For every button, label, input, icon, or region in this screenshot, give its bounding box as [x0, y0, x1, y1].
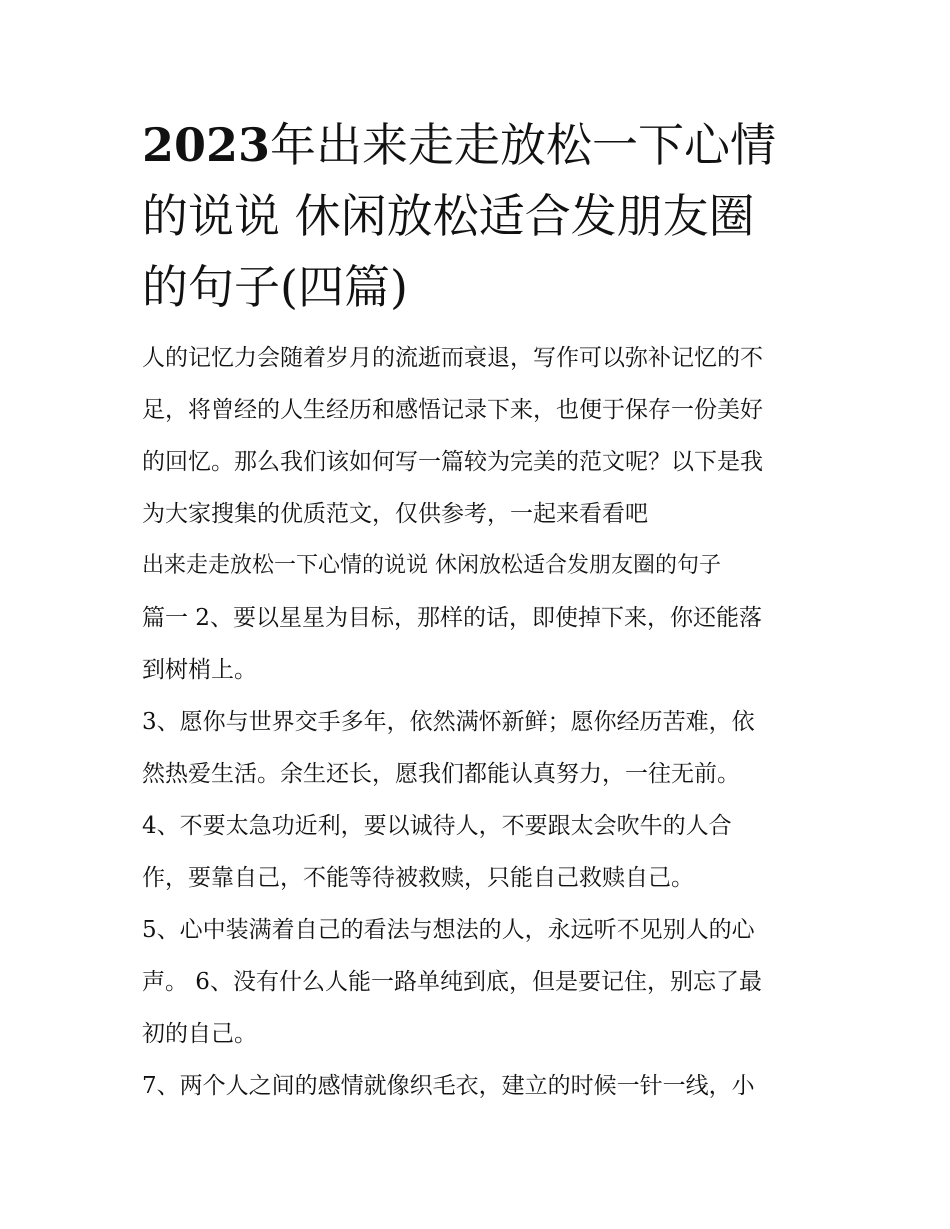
paragraph-line: 为大家搜集的优质范文，仅供参考，一起来看看吧 [142, 501, 648, 527]
paragraph-line: 声。 6、没有什么人能一路单纯到底，但是要记住，别忘了最 [142, 969, 762, 995]
paragraph-line: 初的自己。 [142, 1021, 257, 1047]
paragraph-line: 人的记忆力会随着岁月的流逝而衰退，写作可以弥补记忆的不 [142, 345, 763, 371]
title-line-3: 的句子(四篇) [142, 260, 408, 314]
document-title [142, 110, 822, 323]
document-body [142, 332, 822, 1112]
title-year: 2023 [142, 118, 271, 172]
title-line-1-rest: 年出来走走放松一下心情 [270, 118, 777, 172]
document-page [142, 110, 822, 1112]
paragraph-line: 到树梢上。 [142, 657, 257, 683]
paragraph-line: 然热爱生活。余生还长，愿我们都能认真努力，一往无前。 [142, 761, 740, 787]
paragraph-line: 4、不要太急功近利，要以诚待人，不要跟太会吹牛的人合 [142, 813, 732, 839]
title-line-2: 的说说 休闲放松适合发朋友圈 [142, 189, 755, 243]
paragraph-line: 作，要靠自己，不能等待被救赎，只能自己救赎自己。 [142, 865, 694, 891]
paragraph-line: 7、两个人之间的感情就像织毛衣，建立的时候一针一线，小 [142, 1073, 755, 1099]
paragraph-line: 足，将曾经的人生经历和感悟记录下来，也便于保存一份美好 [142, 397, 763, 423]
paragraph-line: 的回忆。那么我们该如何写一篇较为完美的范文呢？以下是我 [142, 449, 763, 475]
title-line-1 [142, 110, 822, 181]
paragraph-line: 篇一 2、要以星星为目标，那样的话，即使掉下来，你还能落 [142, 605, 762, 631]
paragraph-line: 5、心中装满着自己的看法与想法的人，永远听不见别人的心 [142, 917, 755, 943]
section-heading-line: 出来走走放松一下心情的说说 休闲放松适合发朋友圈的句子 [142, 553, 721, 578]
paragraph-line: 3、愿你与世界交手多年，依然满怀新鲜；愿你经历苦难，依 [142, 709, 755, 735]
